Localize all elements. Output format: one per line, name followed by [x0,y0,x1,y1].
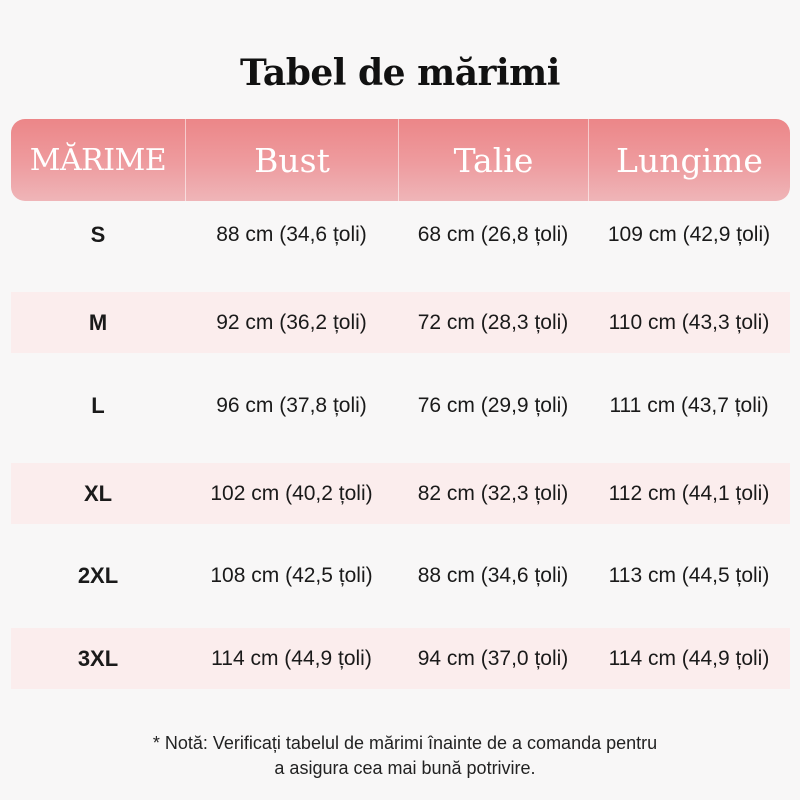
header-length: Lungime [588,119,790,201]
header-size: MĂRIME [29,142,167,178]
footnote-line-2: a asigura cea mai bună potrivire. [274,758,536,778]
table-header [11,119,790,201]
size-cell: 3XL [77,645,119,671]
bust-cell: 88 cm (34,6 țoli) [216,222,367,246]
length-cell: 113 cm (44,5 țoli) [608,563,770,587]
table-row [11,628,790,689]
waist-cell: 68 cm (26,8 țoli) [417,222,569,246]
size-cell: 2XL [77,562,119,588]
bust-cell: 108 cm (42,5 țoli) [210,563,373,587]
length-cell: 109 cm (42,9 țoli) [607,222,771,246]
table-row [11,292,790,353]
table-row [11,463,790,524]
waist-cell: 94 cm (37,0 țoli) [417,646,569,670]
table-row [11,545,790,606]
table-row [11,375,790,436]
table-row [11,204,790,265]
bust-cell: 114 cm (44,9 țoli) [211,646,372,670]
waist-cell: 88 cm (34,6 țoli) [417,563,569,587]
footnote-line-1: * Notă: Verificați tabelul de mărimi înainte de a comanda pentru [152,733,658,753]
waist-cell: 82 cm (32,3 țoli) [417,481,569,505]
bust-cell: 102 cm (40,2 țoli) [210,481,373,505]
size-cell: M [88,309,108,335]
header-waist: Talie [398,119,588,201]
bust-cell: 96 cm (37,8 țoli) [216,393,367,417]
length-cell: 114 cm (44,9 țoli) [608,646,770,670]
length-cell: 112 cm (44,1 țoli) [608,481,770,505]
size-cell: S [90,221,106,247]
header-bust: Bust [185,119,398,201]
bust-cell: 92 cm (36,2 țoli) [216,310,367,334]
length-cell: 110 cm (43,3 țoli) [608,310,770,334]
waist-cell: 72 cm (28,3 țoli) [417,310,569,334]
size-cell: XL [83,480,113,506]
footnote [0,731,800,781]
size-cell: L [91,392,105,418]
page-title: Tabel de mărimi [240,52,560,94]
waist-cell: 76 cm (29,9 țoli) [417,393,569,417]
length-cell: 111 cm (43,7 țoli) [609,393,769,417]
